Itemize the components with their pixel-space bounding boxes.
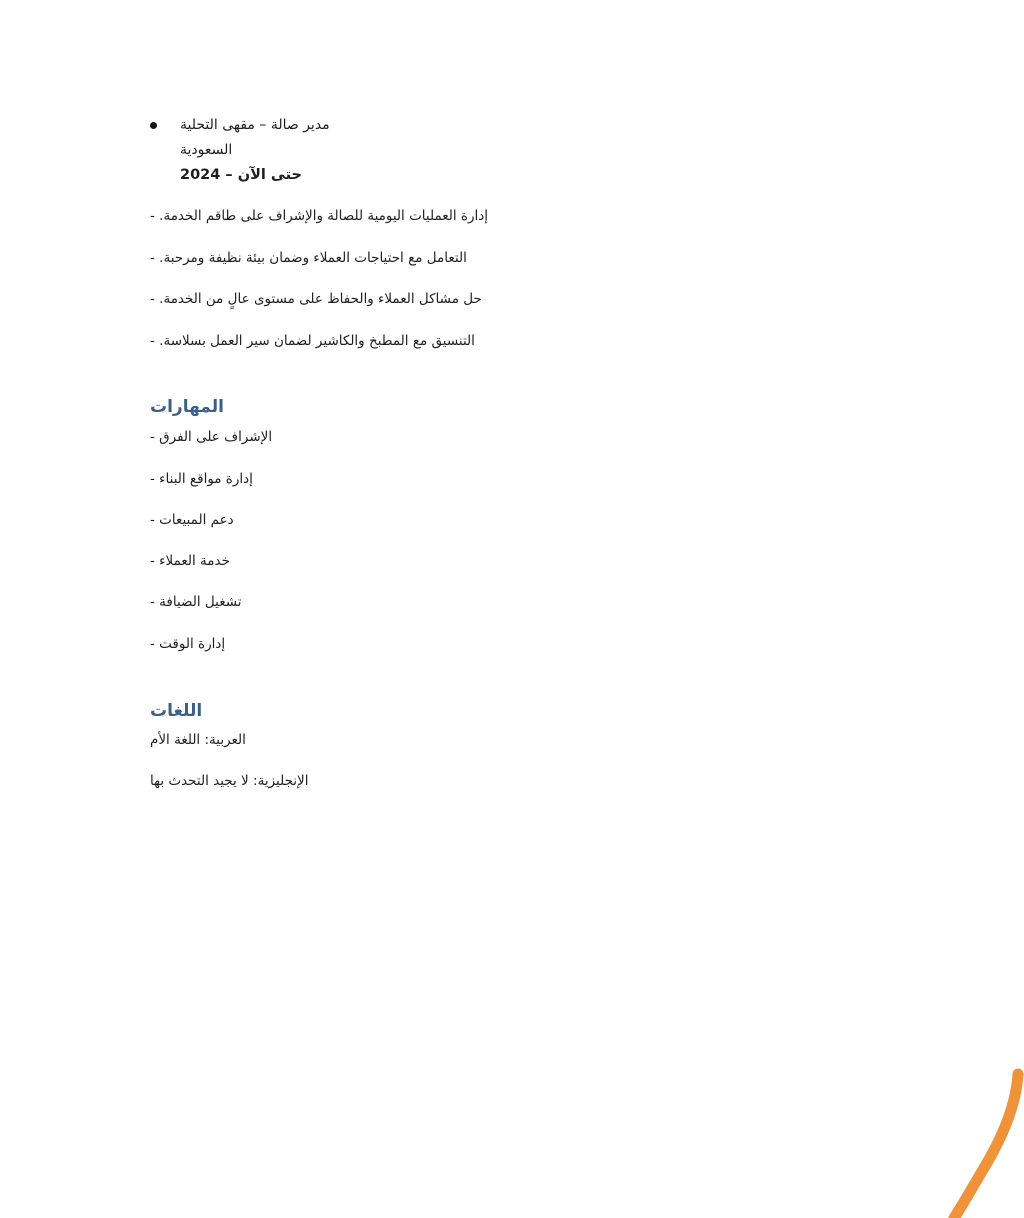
language-item: الإنجليزية: لا يجيد التحدث بها — [150, 773, 309, 789]
duty-item: التنسيق مع المطبخ والكاشير لضمان سير العمل بسلاسة. - — [150, 333, 475, 349]
language-item: العربية: اللغة الأم — [150, 732, 246, 748]
skill-item: إدارة الوقت - — [150, 636, 226, 652]
job-title: مدير صالة – مقهى التحلية — [180, 117, 330, 133]
duty-item: حل مشاكل العملاء والحفاظ على مستوى عالٍ من الخدمة. - — [150, 291, 482, 307]
duty-item: التعامل مع احتياجات العملاء وضمان بيئة نظيفة ومرحبة. - — [150, 250, 467, 266]
skill-item: دعم المبيعات - — [150, 512, 234, 528]
brush-stroke-decoration — [944, 1068, 1024, 1218]
bullet-icon — [150, 122, 157, 129]
skill-item: خدمة العملاء - — [150, 553, 230, 569]
job-period: حتى الآن – 2024 — [180, 167, 302, 183]
brush-stroke-path — [954, 1074, 1018, 1218]
skill-item: تشغيل الضيافة - — [150, 594, 242, 610]
duty-item: إدارة العمليات اليومية للصالة والإشراف على طاقم الخدمة. - — [150, 208, 489, 224]
job-country: السعودية — [180, 142, 233, 158]
skill-item: إدارة مواقع البناء - — [150, 471, 253, 487]
skills-heading: المهارات — [150, 397, 224, 417]
skill-item: الإشراف على الفرق - — [150, 429, 273, 445]
languages-heading: اللغات — [150, 701, 203, 721]
